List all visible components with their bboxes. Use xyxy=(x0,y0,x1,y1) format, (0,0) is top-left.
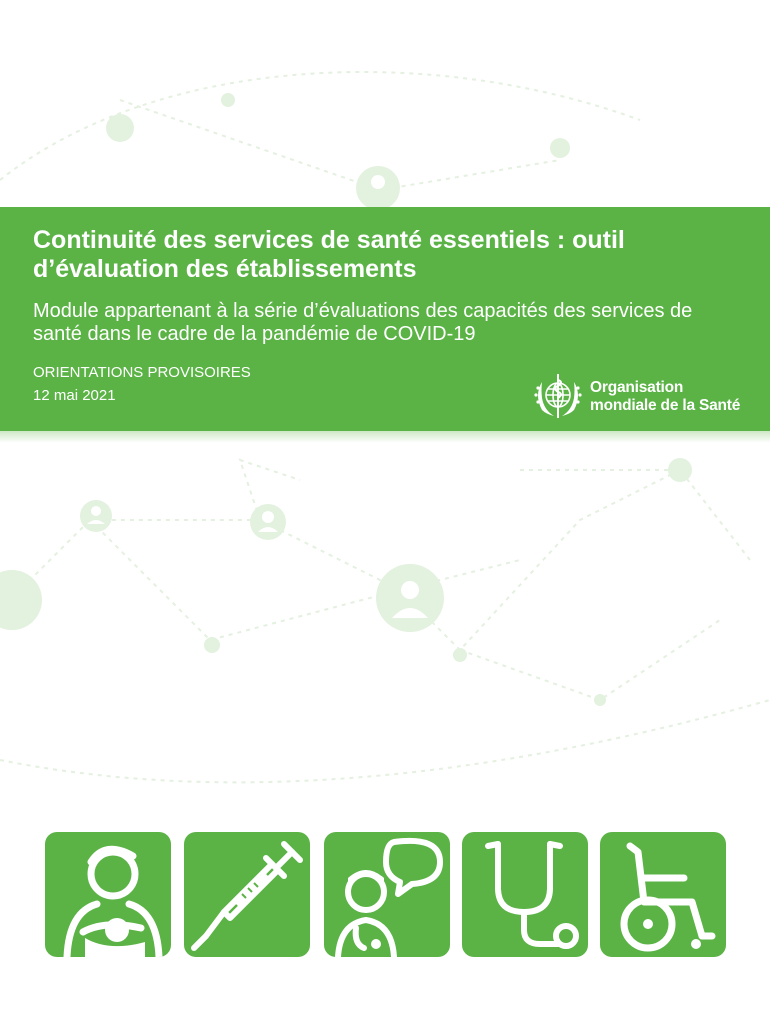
organization-name-line2: mondiale de la Santé xyxy=(590,397,741,414)
publication-date: 12 mai 2021 xyxy=(33,387,116,404)
health-worker-speech-icon xyxy=(324,832,450,957)
report-subtitle-line1: Module appartenant à la série d’évaluations des capacités des services de xyxy=(33,300,693,322)
guidance-label: ORIENTATIONS PROVISOIRES xyxy=(33,364,251,381)
banner-shadow xyxy=(0,431,770,443)
wheelchair-tile xyxy=(600,832,726,957)
mother-baby-icon xyxy=(45,832,171,957)
report-subtitle-line2: santé dans le cadre de la pandémie de COVID-19 xyxy=(33,323,476,345)
organization-name xyxy=(590,379,760,415)
health-worker-tile xyxy=(324,832,450,957)
report-title-line1: Continuité des services de santé essentiels : outil xyxy=(33,226,625,254)
pictogram-row xyxy=(0,832,770,960)
wheelchair-icon xyxy=(600,832,726,957)
report-title xyxy=(33,226,733,284)
report-subtitle xyxy=(33,300,743,346)
stethoscope-tile xyxy=(462,832,588,957)
who-emblem-icon xyxy=(526,370,590,424)
report-title-line2: d’évaluation des établissements xyxy=(33,255,417,283)
mother-baby-tile xyxy=(45,832,171,957)
stethoscope-icon xyxy=(462,832,588,957)
syringe-icon xyxy=(184,832,310,957)
organization-name-line1: Organisation xyxy=(590,379,684,396)
syringe-tile xyxy=(184,832,310,957)
